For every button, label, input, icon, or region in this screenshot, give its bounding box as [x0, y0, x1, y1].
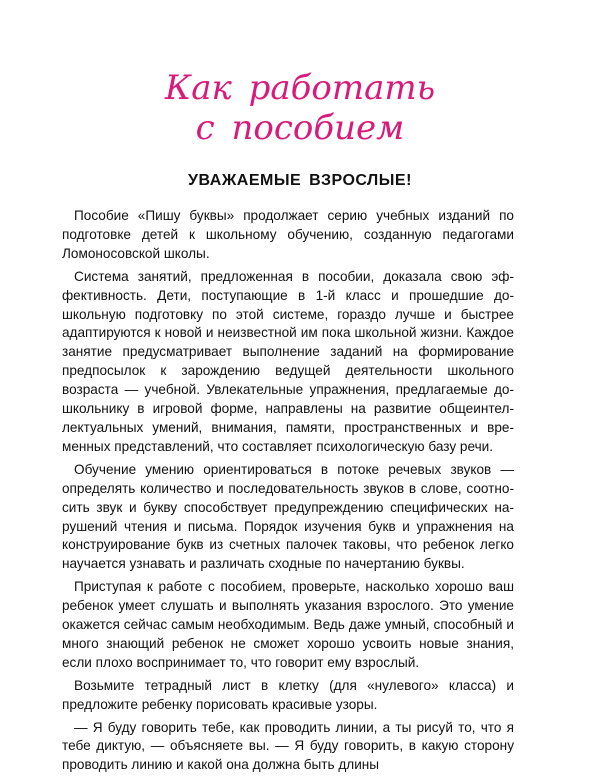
- body-text: [62, 207, 514, 779]
- paragraph-6: — Я буду говорить тебе, как проводить линии, а ты рисуй то, что я тебе диктую, — объясняете вы. — Я буду говорить, в какую сторону проводить линию и какой она должна быть длины: [62, 719, 514, 773]
- paragraph-3: Обучение умению ориентироваться в потоке речевых звуков — определять количество и последовательность звуков в слове, соотносить звук и букву способствует предупреждению специфических нарушений чтения и письма. Порядок изучения букв и упражнения на конструирование букв из счетных палочек таковы, что ребенок легко научается узнавать и различать сходные по начертанию буквы.: [62, 461, 514, 572]
- paragraph-1: Пособие «Пишу буквы» продолжает серию учебных изданий по подготовке детей к школьному обучению, созданную педагогами Ломоносовской школы.: [62, 208, 514, 261]
- page-title-line-1: Как работать: [164, 68, 436, 108]
- section-heading: УВАЖАЕМЫЕ ВЗРОСЛЫЕ!: [188, 172, 412, 189]
- paragraph-5: Возьмите тетрадный лист в клетку (для «нулевого» класса) и предложите ребенку порисовать красивые узоры.: [62, 677, 514, 712]
- page-title-line-2: с пособием: [195, 108, 405, 148]
- paragraph-2: Система занятий, предложенная в пособии, доказала свою эффективность. Дети, поступающие в 1-й класс и прошедшие дошкольную подготовку по этой системе, гораздо лучше и быстрее адаптируются к новой и неизвестной им пока школьной жизни. Каждое занятие предусматривает выполнение заданий на формирование предпосылок к зарождению ведущей деятельности школьного возраста — учебной. Увлекательные упражнения, предлагаемые дошкольнику в игровой форме, направлены на развитие общеинтеллектуальных умений, внимания, памяти, пространственных и временных представлений, что составляет психологическую базу речи.: [62, 268, 514, 454]
- page-title: [0, 68, 600, 148]
- paragraph-4: Приступая к работе с пособием, проверьте, насколько хорошо ваш ребенок умеет слушать и выполнять указания взрослого. Это умение окажется сейчас самым необходимым. Ведь даже умный, способный и много знающий ребенок не сможет хорошо усвоить новые знания, если плохо воспринимает то, что говорит ему взрослый.: [62, 579, 514, 670]
